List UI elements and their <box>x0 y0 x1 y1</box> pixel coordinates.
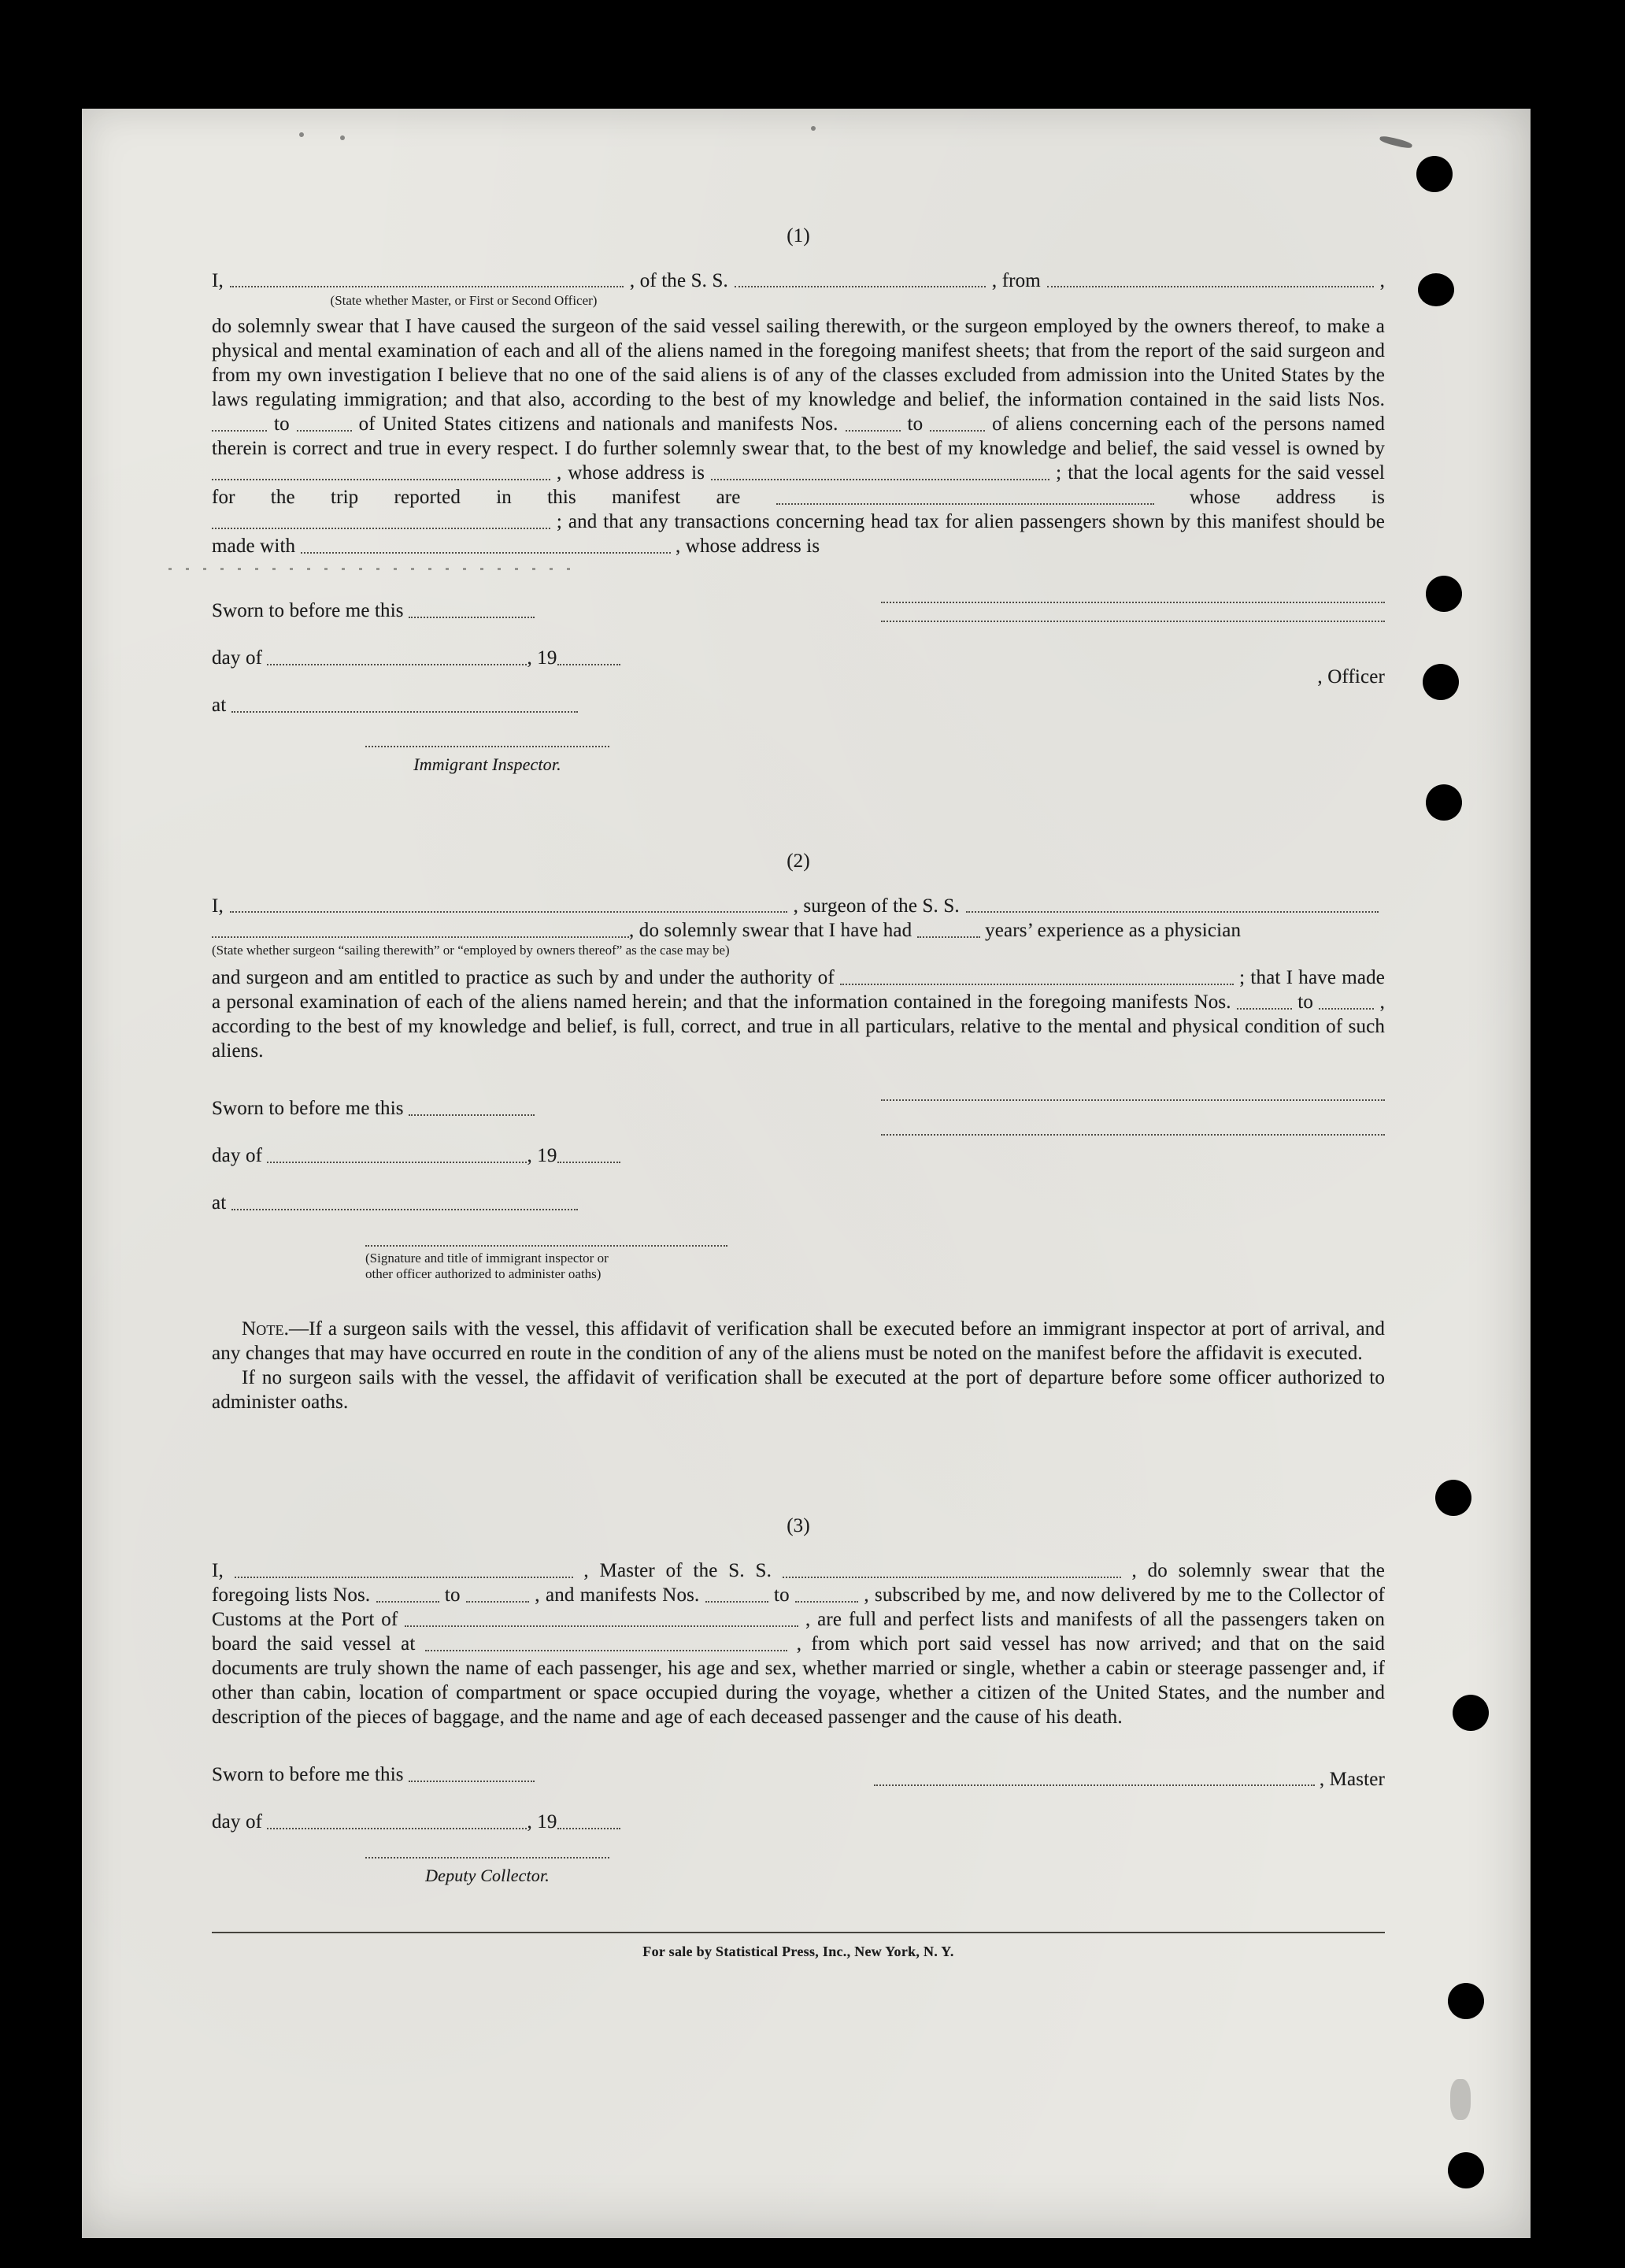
section-2-affidavit-text <box>212 965 1385 1063</box>
port-of-origin-blank <box>1047 286 1374 287</box>
section-2-line2 <box>212 918 1385 943</box>
text-segment: , do solemnly swear that the foregoing lists Nos. <box>212 1560 1385 1606</box>
manifest-number-blank <box>930 414 985 432</box>
section-1-from-label: , from <box>991 270 1041 291</box>
master-signature-area <box>874 1767 1385 1792</box>
date-blank <box>409 1765 535 1783</box>
place-blank <box>231 695 578 713</box>
day-of-line <box>212 1143 1385 1168</box>
manifest-number-blank <box>1237 992 1292 1010</box>
officer-title-label: , Officer <box>1317 666 1385 687</box>
section-2-opener-line <box>212 894 1385 918</box>
scan-speck <box>811 126 816 131</box>
section-1-end-comma: , <box>1379 270 1385 291</box>
section-3-affidavit-text <box>212 1558 1385 1729</box>
year-blank <box>557 648 620 666</box>
section-1-jurat <box>212 598 1385 776</box>
text-segment: to <box>773 1584 790 1606</box>
text-segment: , according to the best of my knowledge and belief, is full, correct, and true in all particulars, relative to the mental and physical condition of such aliens. <box>212 991 1385 1062</box>
section-1-affidavit-text <box>212 314 1385 558</box>
note-paragraph-1 <box>212 1317 1385 1366</box>
text-segment: I, <box>212 1560 224 1581</box>
agents-address-blank <box>212 512 550 530</box>
month-blank <box>267 1812 527 1830</box>
section-2-heading: (2) <box>787 850 810 872</box>
punch-hole <box>1426 784 1462 821</box>
section-1-i-label: I, <box>212 270 224 291</box>
punch-hole <box>1435 1480 1471 1516</box>
surgeon-name-blank <box>230 911 787 913</box>
punch-hole <box>1416 156 1453 192</box>
text-segment: do solemnly swear that I have caused the surgeon of the said vessel sailing therewith, or the surgeon employed by the owners thereof, to make a physical and mental examination of each and all of the aliens named in the foregoing manifest sheets; that from the report of the said surgeon and from my own investigation I believe that no one of the said aliens is of any of the classes excluded from admission into the United States by the laws regulating immigration; and that also, according to the best of my knowledge and belief, the information contained in the said lists Nos. <box>212 316 1385 410</box>
scan-speck <box>299 132 304 137</box>
list-number-blank <box>212 414 267 432</box>
text-segment: of United States citizens and nationals and manifests Nos. <box>358 413 838 435</box>
day-of-line <box>212 1810 1385 1834</box>
scanned-form-page <box>82 109 1531 2238</box>
day-of-label: day of <box>212 647 263 669</box>
surgeon-status-blank <box>212 921 629 939</box>
affiant-name-blank <box>230 286 624 287</box>
text-segment: to <box>907 413 924 435</box>
scan-smudge <box>1450 2079 1471 2120</box>
master-title-label: , Master <box>1319 1769 1385 1790</box>
inspector-signature-line <box>881 1134 1385 1136</box>
inspector-signature-line <box>881 1099 1385 1101</box>
section-1-heading: (1) <box>787 225 810 246</box>
note-paragraph-2 <box>212 1366 1385 1414</box>
punch-hole <box>1448 1983 1484 2019</box>
text-segment: , are full and perfect lists and manifests of all the passengers taken on board the said vessel at <box>212 1609 1385 1655</box>
master-name-blank <box>235 1561 573 1579</box>
day-of-label: day of <box>212 1811 263 1833</box>
at-line <box>212 1191 1385 1215</box>
vessel-name-blank <box>783 1561 1121 1579</box>
note-text: —If a surgeon sails with the vessel, this affidavit of verification shall be executed before an immigrant inspector at port of arrival, and any changes that may have occurred en route in the condition of any of the aliens must be noted on the manifest before the affidavit is executed. <box>212 1318 1385 1364</box>
note-paragraphs <box>212 1317 1385 1414</box>
text-segment: to <box>1297 991 1314 1013</box>
at-label: at <box>212 695 227 716</box>
section-3-heading: (3) <box>787 1515 810 1536</box>
punch-hole <box>1453 1695 1489 1731</box>
signature-title-note-line1: (Signature and title of immigrant inspector or <box>365 1251 609 1266</box>
footer-divider <box>212 1932 1385 1933</box>
owner-address-blank <box>711 463 1049 481</box>
place-blank <box>231 1193 578 1211</box>
section-1-opener-line <box>212 269 1385 293</box>
text-segment: , and manifests Nos. <box>535 1584 700 1606</box>
year-blank <box>557 1812 620 1830</box>
signature-title-note-line2: other officer authorized to administer oaths) <box>365 1266 602 1281</box>
date-blank <box>409 601 535 619</box>
deputy-collector-label: Deputy Collector. <box>365 1857 609 1888</box>
vessel-name-blank <box>735 286 986 287</box>
manifest-number-blank <box>846 414 901 432</box>
text-segment: and surgeon and am entitled to practice as such by and under the authority of <box>212 967 835 988</box>
surgeon-status-note: (State whether surgeon “sailing therewith” or “employed by owners thereof” as the case may be) <box>212 943 730 958</box>
owner-name-blank <box>212 463 550 481</box>
embarkation-port-blank <box>425 1634 787 1652</box>
date-blank <box>409 1099 535 1117</box>
officer-signature-line <box>881 602 1385 603</box>
section-3-jurat <box>212 1762 1385 1888</box>
signature-title-note <box>365 1245 727 1282</box>
sworn-label: Sworn to before me this <box>212 1764 404 1785</box>
text-segment: whose address is <box>1189 487 1385 508</box>
note-text: If no surgeon sails with the vessel, the affidavit of verification shall be executed at the port of departure before some officer authorized to administer oaths. <box>212 1367 1385 1413</box>
master-signature-line <box>874 1784 1315 1786</box>
text-segment: , subscribed by me, and now delivered by me to the Collector of Customs at the Port of <box>212 1584 1385 1630</box>
day-of-label: day of <box>212 1145 263 1166</box>
sworn-label: Sworn to before me this <box>212 600 404 621</box>
punch-hole <box>1448 2152 1484 2188</box>
at-line <box>212 693 1385 717</box>
officer-signature-line <box>881 621 1385 622</box>
note-label: Note. <box>242 1318 290 1340</box>
manifest-number-blank <box>705 1585 768 1603</box>
text-segment: , whose address is <box>557 462 705 484</box>
text-segment: , Master of the S. S. <box>583 1560 772 1581</box>
text-segment: ; and that any transactions concerning head tax for alien passengers shown by this manifest should be made with <box>212 511 1386 557</box>
text-segment: years’ experience as a physician <box>985 920 1242 941</box>
port-blank <box>405 1610 798 1628</box>
text-segment: , from which port said vessel has now arrived; and that on the said documents are truly shown the name of each passenger, his age and sex, whether married or single, whether a cabin or steerage passenger and, if other than cabin, location of compartment or space occupied during the voyage, whether a citizen of the United States, and the number and description of the pieces of baggage, and the name and age of each deceased passenger and the cause of his death. <box>212 1633 1385 1728</box>
section-1-ss-label: , of the S. S. <box>629 270 728 291</box>
authority-blank <box>840 968 1234 986</box>
month-blank <box>267 648 527 666</box>
text-segment: ; that I have made a personal examination of each of the aliens named herein; and that the information contained in the foregoing manifests Nos. <box>212 967 1385 1013</box>
head-tax-contact-blank <box>301 536 671 554</box>
manifest-number-blank <box>795 1585 858 1603</box>
text-segment: to <box>273 413 290 435</box>
year-blank <box>557 1146 620 1164</box>
years-blank <box>917 921 980 939</box>
text-segment: , whose address is <box>676 536 820 557</box>
year-label: , 19 <box>527 1811 557 1833</box>
punch-hole <box>1418 273 1454 306</box>
scan-speck <box>340 135 345 140</box>
text-segment: to <box>444 1584 461 1606</box>
vessel-name-blank <box>966 911 1379 913</box>
footer-imprint: For sale by Statistical Press, Inc., New York, N. Y. <box>642 1944 954 1959</box>
text-segment: ; that the local agents for the said vessel for the trip reported in this manifest are <box>212 462 1385 508</box>
year-label: , 19 <box>527 1145 557 1166</box>
address-continuation-dots <box>168 568 578 570</box>
sworn-label: Sworn to before me this <box>212 1098 404 1119</box>
list-number-blank <box>297 414 352 432</box>
day-of-line <box>212 646 1385 670</box>
officer-rank-note: (State whether Master, or First or Second Officer) <box>330 293 598 308</box>
list-number-blank <box>466 1585 529 1603</box>
at-label: at <box>212 1192 227 1214</box>
year-label: , 19 <box>527 647 557 669</box>
immigrant-inspector-label: Immigrant Inspector. <box>365 746 609 776</box>
section-2-ss-label: , surgeon of the S. S. <box>793 895 960 917</box>
punch-hole <box>1426 576 1462 612</box>
text-segment: of aliens concerning each of the persons named therein is correct and true in every respect. I do further solemnly swear that, to the best of my knowledge and belief, the said vessel is owned by <box>212 413 1386 459</box>
section-2-jurat <box>212 1096 1385 1282</box>
punch-hole <box>1423 664 1459 700</box>
text-segment: , do solemnly swear that I have had <box>629 920 912 941</box>
manifest-number-blank <box>1319 992 1374 1010</box>
list-number-blank <box>376 1585 439 1603</box>
month-blank <box>267 1146 527 1164</box>
local-agents-blank <box>776 487 1154 506</box>
section-2-i-label: I, <box>212 895 224 917</box>
